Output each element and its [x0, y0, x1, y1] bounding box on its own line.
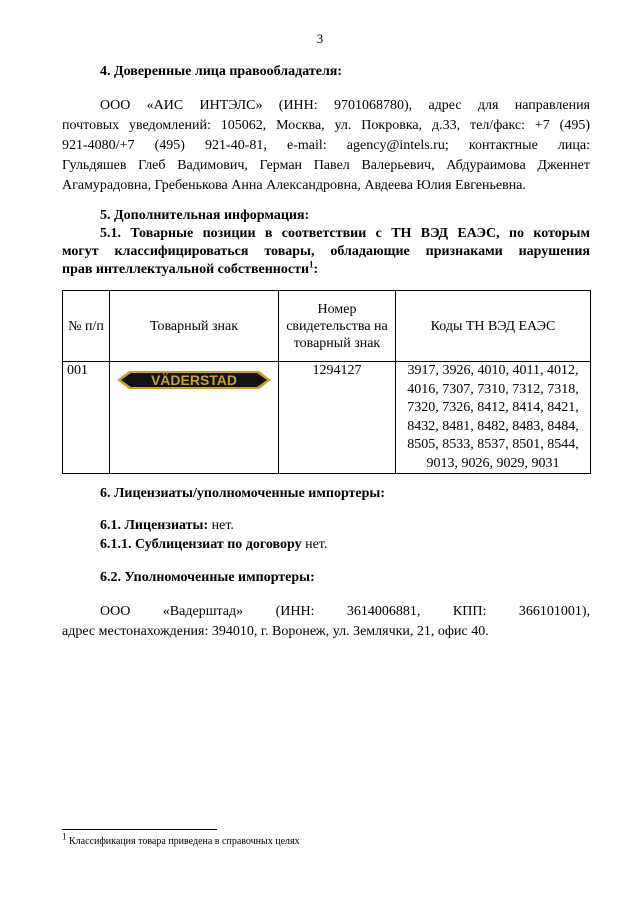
subsection-line: могут классифицироваться товары, обладающие признаками нарушения: [62, 244, 590, 259]
licensees-line: [100, 518, 234, 534]
trademark-table: [62, 290, 591, 474]
sublicensee-label: 6.1.1. Сублицензиат по договору: [100, 537, 302, 552]
footnote: [62, 831, 300, 847]
table-header-row: [63, 291, 591, 362]
subsection-line: 5.1. Товарные позиции в соответствии с ТН ВЭД ЕАЭС, по которым: [100, 226, 590, 241]
licensees-value: нет.: [208, 518, 234, 533]
header-certificate: Номер свидетельства на товарный знак: [279, 291, 396, 362]
footnote-mark: 1: [62, 831, 67, 842]
code-line: 4016, 7307, 7310, 7312, 7318,: [407, 381, 579, 397]
paragraph-line: ООО «АИС ИНТЭЛС» (ИНН: 9701068780), адрес для направления: [100, 98, 590, 113]
licensees-label: 6.1. Лицензиаты:: [100, 518, 209, 533]
page-number: 3: [316, 31, 324, 46]
code-line: 9013, 9026, 9029, 9031: [426, 455, 560, 471]
header-codes: Коды ТН ВЭД ЕАЭС: [396, 291, 591, 362]
paragraph-line: Гульдяшев Глеб Вадимович, Герман Павел Валерьевич, Абдураимова Дженнет: [62, 158, 590, 173]
subsection-line: [62, 259, 590, 278]
subsection-line-text: прав интеллектуальной собственности: [62, 262, 310, 277]
svg-text:VÄDERSTAD: VÄDERSTAD: [150, 372, 238, 388]
code-line: 3917, 3926, 4010, 4011, 4012,: [407, 363, 579, 378]
paragraph-line: почтовых уведомлений: 105062, Москва, ул. Покровка, д.33, тел/факс: +7 (495): [62, 118, 590, 133]
section-6-heading: 6. Лицензиаты/уполномоченные импортеры:: [100, 486, 386, 501]
sublicensee-value: нет.: [301, 537, 328, 552]
footnote-divider: [62, 829, 217, 830]
section-5-heading: 5. Дополнительная информация:: [100, 208, 310, 223]
certificate-number: 1294127: [279, 362, 396, 474]
table-row: [63, 362, 591, 474]
code-line: 7320, 7326, 8412, 8414, 8421,: [407, 400, 579, 415]
footnote-text: Классификация товара приведена в справочных целях: [69, 836, 300, 847]
importers-heading: 6.2. Уполномоченные импортеры:: [100, 570, 315, 585]
importer-address: адрес местонахождения: 394010, г. Воронеж, ул. Землячки, 21, офис 40.: [62, 624, 489, 639]
footnote-ref: 1: [309, 259, 314, 270]
code-line: 8432, 8481, 8482, 8483, 8484,: [407, 418, 579, 434]
paragraph-line: 921-4080/+7 (495) 921-40-81, e-mail: agency@intels.ru; контактные лица:: [62, 138, 590, 153]
header-number: № п/п: [63, 291, 110, 362]
vaderstad-logo: [115, 368, 273, 392]
trademark-cell: [110, 362, 279, 474]
codes-cell: [396, 362, 591, 474]
importer-line: ООО «Вадерштад» (ИНН: 3614006881, КПП: 366101001),: [100, 604, 590, 619]
row-number: 001: [63, 362, 110, 474]
subsection-tail: :: [313, 262, 319, 277]
section-4-heading: 4. Доверенные лица правообладателя:: [100, 64, 343, 79]
paragraph-line: Агамурадовна, Гребенькова Анна Александровна, Авдеева Юлия Евгеньевна.: [62, 178, 526, 193]
code-line: 8505, 8533, 8537, 8501, 8544,: [407, 437, 579, 452]
sublicensee-line: [100, 537, 327, 553]
header-trademark: Товарный знак: [110, 291, 279, 362]
